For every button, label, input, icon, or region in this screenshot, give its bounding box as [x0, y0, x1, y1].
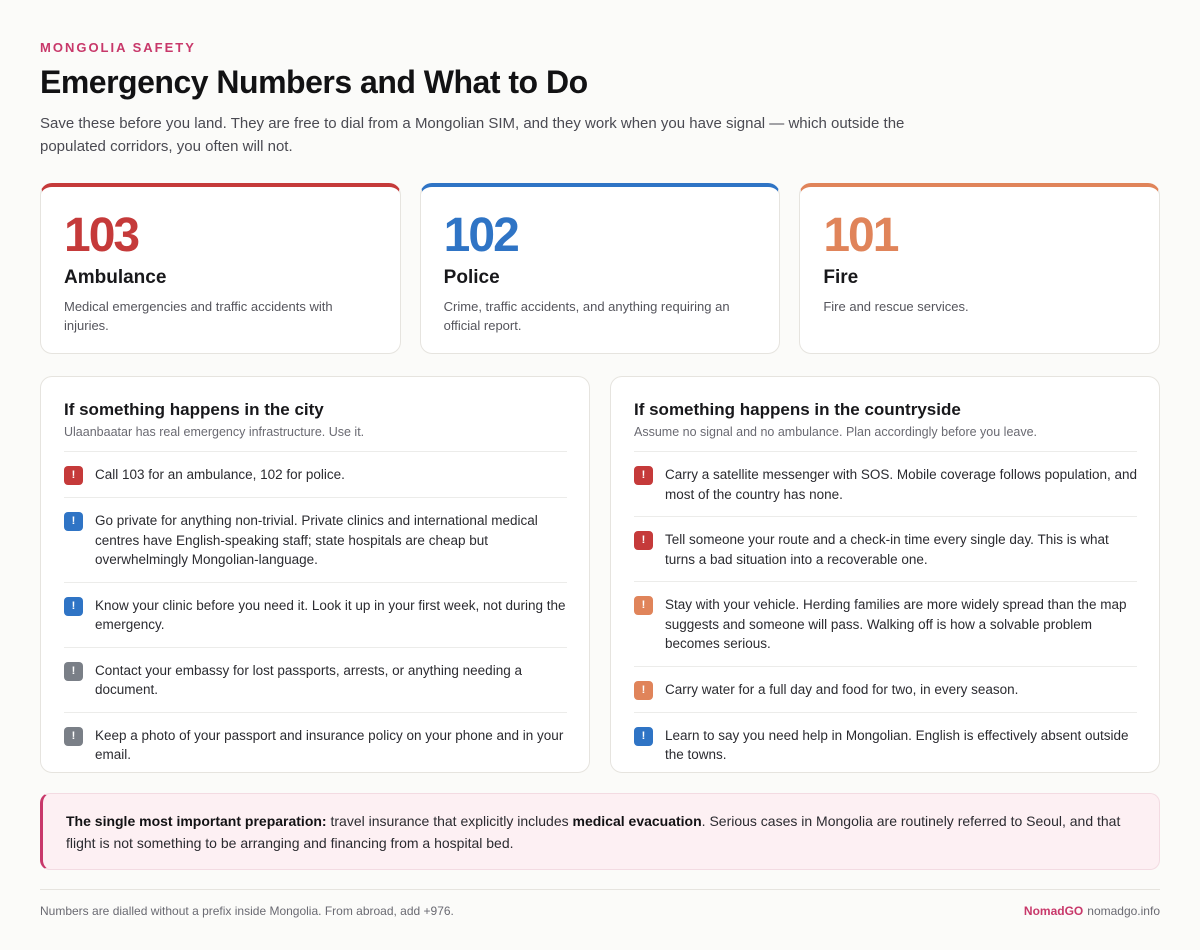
alert-icon: ! [64, 597, 83, 616]
alert-icon: ! [64, 466, 83, 485]
callout-lead: The single most important preparation: [66, 813, 327, 829]
police-name: Police [443, 267, 500, 288]
page-title: Emergency Numbers and What to Do [40, 64, 588, 100]
list-item [64, 713, 567, 777]
alert-icon: ! [634, 681, 653, 700]
police-number[interactable]: 102 [443, 209, 518, 262]
police-description: Crime, traffic accidents, and anything requiring an official report. [443, 299, 730, 333]
fire-name: Fire [823, 267, 859, 288]
ambulance-number[interactable]: 103 [64, 209, 139, 262]
brand-logo[interactable]: NomadGO [1023, 904, 1084, 918]
number-card-ambulance [40, 183, 401, 354]
list-item [634, 452, 1137, 517]
footer-brand [1024, 904, 1160, 918]
city-guide-subtitle: Ulaanbaatar has real emergency infrastructure. Use it. [64, 425, 567, 452]
alert-icon: ! [634, 531, 653, 550]
site-link[interactable]: nomadgo.info [1087, 904, 1160, 918]
list-item [64, 648, 567, 713]
alert-icon: ! [64, 662, 83, 681]
alert-icon: ! [634, 727, 653, 746]
list-item-text: Carry water for a full day and food for two, in every season. [665, 681, 1019, 697]
eyebrow: MONGOLIA SAFETY [40, 40, 196, 55]
emergency-numbers [40, 183, 1160, 354]
list-item-text: Learn to say you need help in Mongolian. English is effectively absent outside the towns. [665, 727, 1129, 762]
city-guide [40, 376, 590, 773]
list-item-text: Carry a satellite messenger with SOS. Mobile coverage follows population, and most of the country has none. [665, 467, 1137, 502]
list-item-text: Contact your embassy for lost passports, arrests, or anything needing a document. [95, 662, 522, 697]
list-item [634, 713, 1137, 777]
list-item [634, 667, 1137, 713]
guides [40, 376, 1160, 773]
countryside-guide-list [634, 452, 1137, 777]
list-item [64, 498, 567, 583]
list-item-text: Keep a photo of your passport and insurance policy on your phone and in your email. [95, 727, 564, 762]
alert-icon: ! [634, 596, 653, 615]
callout-emphasis: medical evacuation [572, 813, 702, 829]
list-item [634, 517, 1137, 582]
number-card-police [420, 183, 781, 354]
countryside-guide [610, 376, 1160, 773]
footer-note: Numbers are dialled without a prefix inside Mongolia. From abroad, add +976. [40, 904, 454, 918]
countryside-guide-subtitle: Assume no signal and no ambulance. Plan accordingly before you leave. [634, 425, 1137, 452]
footer-divider [40, 889, 1160, 890]
list-item [634, 582, 1137, 667]
city-guide-title: If something happens in the city [64, 400, 324, 419]
lede: Save these before you land. They are free to dial from a Mongolian SIM, and they work when you have signal — which outside the populated corridors, you often will not. [40, 115, 905, 155]
number-card-fire [799, 183, 1160, 354]
countryside-guide-title: If something happens in the countryside [634, 400, 961, 419]
callout-text-post: . Serious cases in Mongolia are routinely referred to Seoul, and that flight is not something to be arranging and financing from a hospital bed. [66, 813, 1121, 851]
list-item-text: Call 103 for an ambulance, 102 for police. [95, 467, 345, 482]
list-item-text: Know your clinic before you need it. Look it up in your first week, not during the emergency. [95, 597, 566, 632]
ambulance-description: Medical emergencies and traffic accidents with injuries. [64, 299, 333, 333]
insurance-callout [40, 793, 1160, 870]
alert-icon: ! [64, 727, 83, 746]
list-item-text: Stay with your vehicle. Herding families are more widely spread than the map suggests and someone will pass. Walking off is how a solvable problem becomes serious. [665, 597, 1127, 651]
list-item [64, 452, 567, 498]
city-guide-list [64, 452, 567, 777]
fire-number[interactable]: 101 [823, 209, 898, 262]
alert-icon: ! [634, 466, 653, 485]
list-item-text: Tell someone your route and a check-in time every single day. This is what turns a bad situation into a recoverable one. [665, 532, 1109, 567]
callout-text-pre: travel insurance that explicitly includes [326, 813, 573, 829]
alert-icon: ! [64, 512, 83, 531]
fire-description: Fire and rescue services. [823, 299, 969, 314]
list-item-text: Go private for anything non-trivial. Private clinics and international medical centres have English-speaking staff; state hospitals are cheap but overwhelmingly Mongolian-language. [95, 513, 538, 567]
ambulance-name: Ambulance [64, 267, 167, 288]
list-item [64, 583, 567, 648]
